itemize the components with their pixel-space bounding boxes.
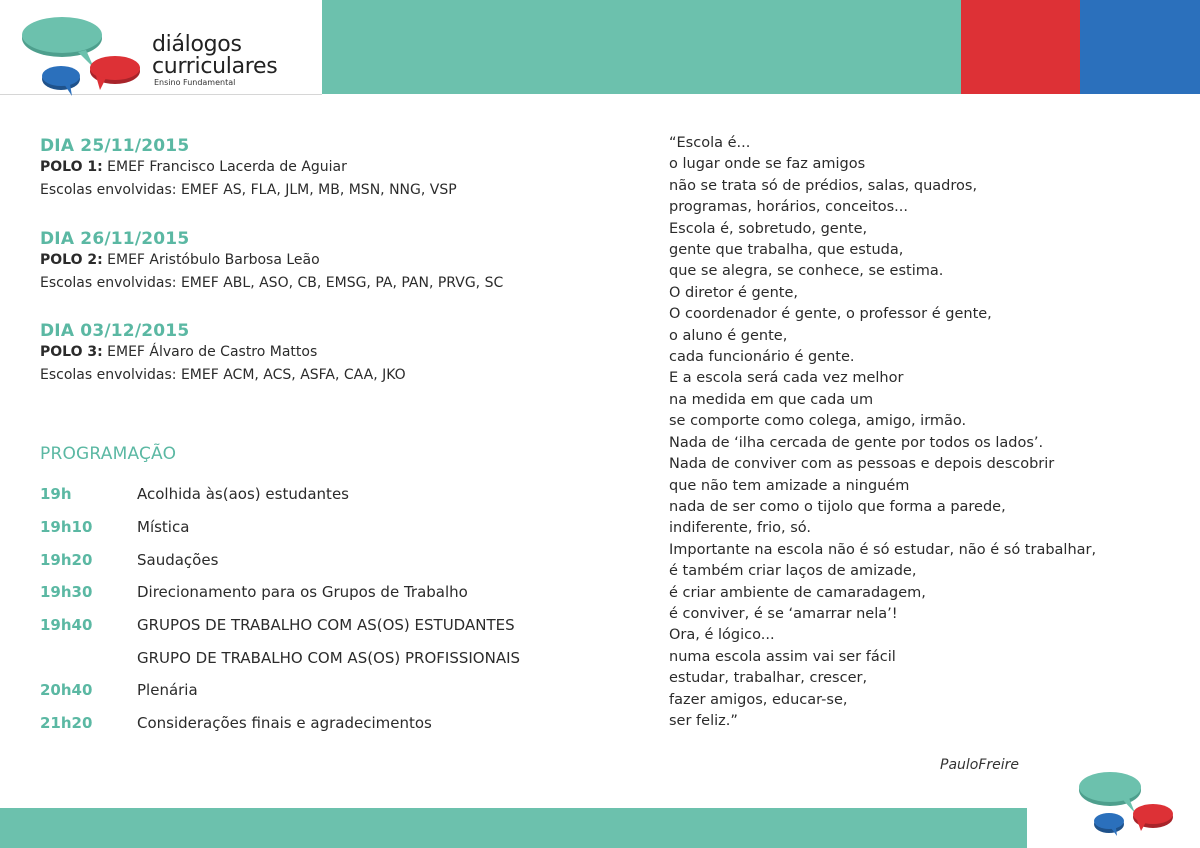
polo-line xyxy=(40,341,406,364)
poem-line: Importante na escola não é só estudar, não é só trabalhar, xyxy=(669,541,1097,558)
poem-line: E a escola será cada vez melhor xyxy=(669,370,904,387)
poem-line: que não tem amizade a ninguém xyxy=(669,477,910,494)
schools-line: Escolas envolvidas: EMEF ACM, ACS, ASFA, CAA, JKO xyxy=(40,367,406,383)
poem-line: Escola é, sobretudo, gente, xyxy=(669,220,868,237)
poem-line: na medida em que cada um xyxy=(669,391,874,408)
schedule-time: 19h xyxy=(40,485,72,503)
schools-line: Escolas envolvidas: EMEF ABL, ASO, CB, EMSG, PA, PAN, PRVG, SC xyxy=(40,275,504,291)
poem-line: é conviver, é se ‘amarrar nela’! xyxy=(669,605,898,622)
day-title: DIA 25/11/2015 xyxy=(40,136,190,156)
poem-line: nada de ser como o tijolo que forma a parede, xyxy=(669,498,1006,515)
polo-label: POLO 2: xyxy=(40,252,103,268)
schedule-activity: Plenária xyxy=(137,681,198,699)
day-title: DIA 26/11/2015 xyxy=(40,229,190,249)
polo-name: EMEF Álvaro de Castro Mattos xyxy=(102,344,318,360)
polo-line xyxy=(40,249,503,272)
poem-line: estudar, trabalhar, crescer, xyxy=(669,670,868,687)
poem-quote xyxy=(669,133,1096,732)
polo-label: POLO 1: xyxy=(40,159,103,175)
schedule-time: 19h10 xyxy=(40,518,93,536)
logo-subtitle: Ensino Fundamental xyxy=(154,78,236,87)
schedule-time: 21h20 xyxy=(40,714,93,732)
speech-bubbles-logo-icon xyxy=(20,14,145,99)
polo-line xyxy=(40,156,457,179)
poem-line: o aluno é gente, xyxy=(669,327,788,344)
logo-wordmark xyxy=(152,34,277,87)
poem-line: O diretor é gente, xyxy=(669,284,799,301)
header-teal-band xyxy=(322,0,961,94)
day-block-2 xyxy=(40,229,503,295)
day-block-1 xyxy=(40,136,457,202)
schedule-activity: Considerações finais e agradecimentos xyxy=(137,714,432,732)
poem-line: programas, horários, conceitos... xyxy=(669,199,908,216)
schedule-time: 19h30 xyxy=(40,583,93,601)
programacao-title: PROGRAMAÇÃO xyxy=(40,444,177,464)
header-red-block xyxy=(961,0,1080,94)
poem-line: é também criar laços de amizade, xyxy=(669,563,917,580)
schedule-activity: Direcionamento para os Grupos de Trabalho xyxy=(137,583,468,601)
schedule-activity: GRUPOS DE TRABALHO COM AS(OS) ESTUDANTES xyxy=(137,616,515,634)
poem-line: “Escola é... xyxy=(669,135,751,151)
poem-line: cada funcionário é gente. xyxy=(669,349,855,366)
schedule-activity: Saudações xyxy=(137,551,219,569)
polo-label: POLO 3: xyxy=(40,344,103,360)
poem-line: indiferente, frio, só. xyxy=(669,520,812,537)
poem-line: não se trata só de prédios, salas, quadros, xyxy=(669,177,978,194)
day-title: DIA 03/12/2015 xyxy=(40,321,190,341)
day-block-3 xyxy=(40,321,406,387)
polo-name: EMEF Francisco Lacerda de Aguiar xyxy=(102,159,347,175)
schedule-time: 20h40 xyxy=(40,681,93,699)
poem-line: fazer amigos, educar-se, xyxy=(669,691,848,708)
schools-line: Escolas envolvidas: EMEF AS, FLA, JLM, MB, MSN, NNG, VSP xyxy=(40,182,457,198)
schedule-activity: GRUPO DE TRABALHO COM AS(OS) PROFISSIONAIS xyxy=(137,649,521,667)
poem-line: numa escola assim vai ser fácil xyxy=(669,648,896,665)
speech-bubbles-icon xyxy=(1075,768,1180,838)
poem-line: Ora, é lógico... xyxy=(669,627,775,644)
schedule-time: 19h20 xyxy=(40,551,93,569)
polo-name: EMEF Aristóbulo Barbosa Leão xyxy=(102,252,320,268)
logo-line1: diálogos xyxy=(152,32,242,57)
poem-line: Nada de ‘ilha cercada de gente por todos os lados’. xyxy=(669,434,1044,451)
header-blue-block xyxy=(1080,0,1200,94)
schedule-activity: Mística xyxy=(137,518,190,536)
schedule-activity: Acolhida às(aos) estudantes xyxy=(137,485,349,503)
poem-line: se comporte como colega, amigo, irmão. xyxy=(669,413,967,430)
poem-line: o lugar onde se faz amigos xyxy=(669,156,866,173)
footer-teal-bar xyxy=(0,808,1027,848)
poem-line: gente que trabalha, que estuda, xyxy=(669,242,904,259)
schedule-time: 19h40 xyxy=(40,616,93,634)
poem-line: Nada de conviver com as pessoas e depois descobrir xyxy=(669,456,1055,473)
poem-line: é criar ambiente de camaradagem, xyxy=(669,584,926,601)
poem-line: O coordenador é gente, o professor é gente, xyxy=(669,306,992,323)
poem-line: que se alegra, se conhece, se estima. xyxy=(669,263,944,280)
poem-line: ser feliz.” xyxy=(669,712,738,729)
logo-line2: curriculares xyxy=(152,54,278,79)
poem-author: PauloFreire xyxy=(940,757,1020,773)
